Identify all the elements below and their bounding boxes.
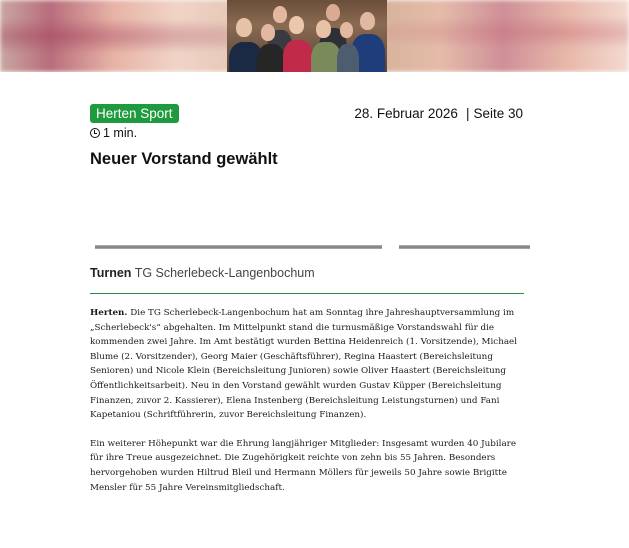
article-paragraph: Ein weiterer Höhepunkt war die Ehrung langjähriger Mitglieder: Insgesamt wurden 40 Jubilare für ihre Treue ausgezeichnet. Die Zugehörigkeit reichte von zehn bis 55 Jahren. Besonders hervorgehoben wurden Hiltrud Bleil und Hermann Möllers für jeweils 50 Jahre sowie Brigitte Mensler für 55 Jahre Vereinsmitgliedschaft.: [90, 438, 517, 493]
clock-icon: [90, 128, 100, 138]
divider-right: [399, 245, 530, 249]
article-kicker: [90, 266, 315, 280]
kicker-underline: [90, 293, 524, 294]
date-page-separator: |: [465, 106, 470, 121]
divider-left: [95, 245, 382, 249]
kicker-topic: Turnen: [90, 266, 132, 280]
article-headline: Neuer Vorstand gewählt: [90, 150, 278, 168]
read-time-label: 1 min.: [103, 126, 138, 140]
page-number: Seite 30: [473, 106, 523, 121]
article-body: [90, 306, 528, 509]
article-paragraph: [90, 306, 528, 423]
read-time: [90, 126, 137, 140]
group-photo[interactable]: [227, 0, 387, 72]
category-badge[interactable]: Herten Sport: [90, 104, 179, 123]
paragraph-text: Die TG Scherlebeck-Langenbochum hat am Sonntag ihre Jahreshauptversammlung im „Scherlebeck's“ abgehalten. Im Mittelpunkt stand die turnusmäßige Vorstandswahl für die kommenden zwei Jahre. Im Amt bestätigt wurden Bettina Heidenreich (1. Vorsitzende), Michael Blume (2. Vorsitzender), Georg Maier (Geschäftsführer), Regina Haastert (Bereichsleitung Senioren) und Nicole Klein (Bereichsleitung Junioren) sowie Oliver Haastert (Bereichsleitung Öffentlichkeitsarbeit). Neu in den Vorstand gewählt wurden Gustav Küpper (Bereichsleitung Finanzen, zuvor 2. Kassierer), Elena Instenberg (Bereichsleitung Leistungsturnen) und Fani Kapetaniou (Schriftführerin, zuvor Bereichsleitung Finanzen).: [90, 308, 518, 421]
header-image-banner: [0, 0, 629, 72]
publication-info: [354, 104, 523, 123]
publication-date: 28. Februar 2026: [354, 106, 458, 121]
dateline-location: Herten.: [90, 308, 128, 318]
kicker-club: TG Scherlebeck-Langenbochum: [134, 266, 315, 280]
